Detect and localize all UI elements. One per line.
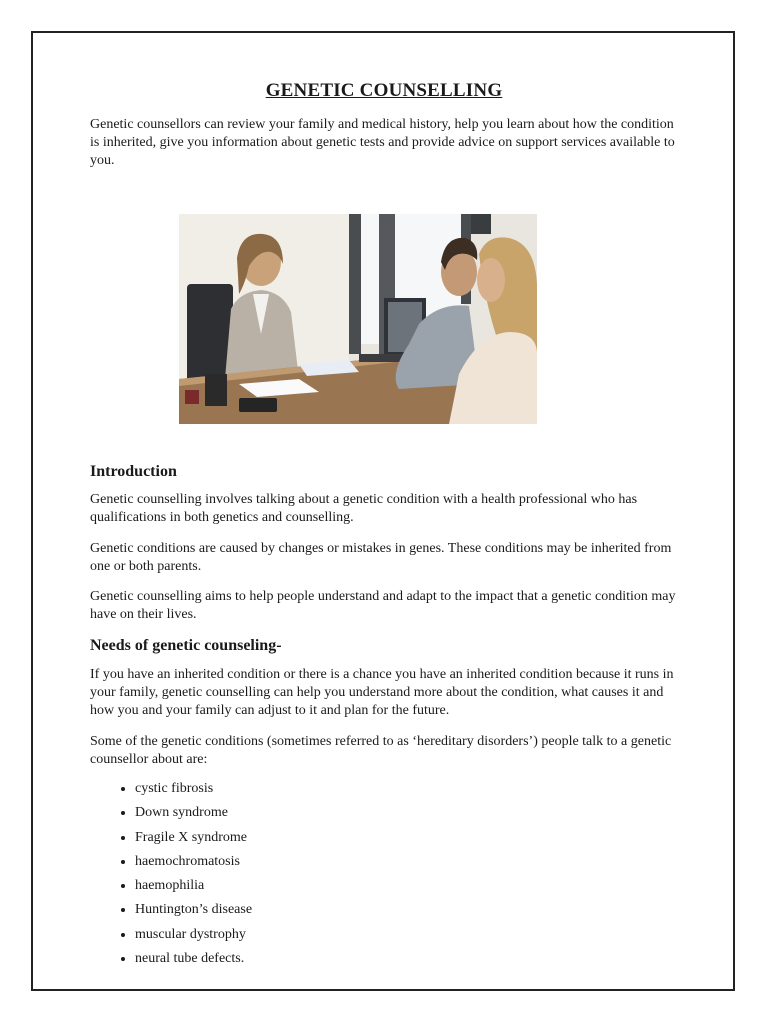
list-item: • muscular dystrophy [135, 926, 252, 950]
needs-heading: Needs of genetic counseling- [90, 637, 282, 654]
intro-paragraph: Genetic counsellors can review your family and medical history, help you learn about how the condition is inherited, give you information about genetic tests and provide advice on support services available to you. [90, 117, 675, 168]
list-item: • Down syndrome [135, 804, 252, 828]
list-item: • neural tube defects. [135, 950, 252, 974]
counselling-photo [179, 214, 537, 424]
list-item: • cystic fibrosis [135, 780, 252, 804]
introduction-paragraph-1: Genetic counselling involves talking about a genetic condition with a health professional who has qualifications in both genetics and counselling. [90, 492, 638, 525]
introduction-paragraph-3: Genetic counselling aims to help people understand and adapt to the impact that a genetic condition may have on their lives. [90, 589, 676, 622]
document-title: GENETIC COUNSELLING [265, 80, 503, 101]
list-item: • haemochromatosis [135, 853, 252, 877]
needs-paragraph-2: Some of the genetic conditions (sometimes referred to as ‘hereditary disorders’) people talk to a genetic counsellor about are: [90, 734, 672, 767]
list-item: • Fragile X syndrome [135, 829, 252, 853]
conditions-list [115, 780, 252, 974]
introduction-paragraph-2: Genetic conditions are caused by changes or mistakes in genes. These conditions may be inherited from one or both parents. [90, 541, 672, 574]
introduction-heading: Introduction [90, 463, 177, 480]
list-item: • Huntington’s disease [135, 901, 252, 925]
needs-paragraph-1: If you have an inherited condition or there is a chance you have an inherited condition because it runs in your family, genetic counselling can help you understand more about the condition, what causes it and how you and your family can adjust to it and plan for the future. [90, 667, 674, 718]
list-item: • haemophilia [135, 877, 252, 901]
